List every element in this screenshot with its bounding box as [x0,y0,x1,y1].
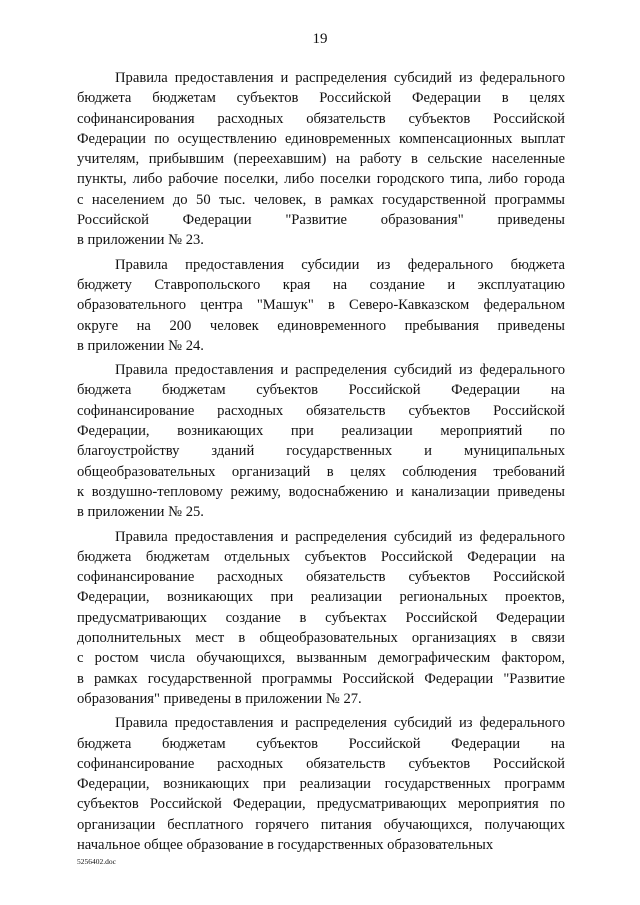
paragraph [77,68,565,251]
text-line: с ростом числа обучающихся, вызванным демографическим фактором, [77,650,565,667]
text-line: Правила предоставления субсидии из федерального бюджета [115,256,565,273]
text-line: Правила предоставления и распределения субсидий из федерального [115,528,565,545]
text-line: образования" приведены в приложении № 27. [77,690,362,707]
paragraph [77,527,565,710]
paragraph [77,255,565,356]
document-body [77,68,565,859]
text-line: софинансирование расходных обязательств субъектов Российской [77,569,565,586]
text-line: софинансирование расходных обязательств субъектов Российской [77,402,565,419]
text-line: Российской Федерации "Развитие образования" приведены [77,212,565,229]
paragraph [77,360,565,522]
paragraph [77,713,565,855]
text-line: бюджета бюджетам субъектов Российской Федерации в целях [77,90,565,107]
text-line: организации бесплатного горячего питания обучающихся, получающих [77,816,565,833]
text-line: Федерации, возникающих при реализации региональных проектов, [77,589,565,606]
text-line: учителям, прибывшим (переехавшим) на работу в сельские населенные [77,151,565,168]
text-line: общеобразовательных организаций в целях соблюдения требований [77,463,565,480]
page-number: 19 [312,31,328,47]
text-line: бюджета бюджетам отдельных субъектов Российской Федерации на [77,548,565,565]
text-line: софинансирование расходных обязательств субъектов Российской [77,755,565,772]
text-line: начальное общее образование в государственных образовательных [77,836,494,853]
text-line: к воздушно-тепловому режиму, водоснабжению и канализации приведены [77,483,565,500]
text-line: Правила предоставления и распределения субсидий из федерального [115,70,565,86]
text-line: софинансирования расходных обязательств субъектов Российской [77,110,565,127]
text-line: с населением до 50 тыс. человек, в рамках государственной программы [77,191,565,208]
text-line: бюджета бюджетам субъектов Российской Федерации на [77,382,565,399]
text-line: бюджету Ставропольского края на создание и эксплуатацию [77,276,565,293]
text-line: в приложении № 24. [77,337,204,354]
text-line: Федерации, возникающих при реализации мероприятий по [77,423,565,440]
text-line: предусматривающих создание в субъектах Российской Федерации [77,609,565,626]
text-line: бюджета бюджетам субъектов Российской Федерации на [77,735,565,752]
file-name-footer: 5256402.doc [77,857,116,866]
text-line: в приложении № 25. [77,504,204,521]
text-line: округе на 200 человек единовременного пребывания приведены [77,317,565,334]
text-line: благоустройству зданий государственных и муниципальных [77,443,565,460]
text-line: пункты, либо рабочие поселки, либо поселки городского типа, либо города [77,171,565,188]
text-line: образовательного центра "Машук" в Северо-Кавказском федеральном [77,297,565,314]
text-line: Федерации по осуществлению единовременных компенсационных выплат [77,130,565,147]
text-line: Федерации, возникающих при реализации государственных программ [77,776,565,793]
text-line: в рамках государственной программы Российской Федерации "Развитие [77,670,565,687]
text-line: в приложении № 23. [77,232,204,249]
text-line: Правила предоставления и распределения субсидий из федерального [115,362,565,379]
text-line: Правила предоставления и распределения субсидий из федерального [115,715,565,732]
text-line: дополнительных мест в общеобразовательных организациях в связи [77,630,565,647]
text-line: субъектов Российской Федерации, предусматривающих мероприятия по [77,796,565,813]
